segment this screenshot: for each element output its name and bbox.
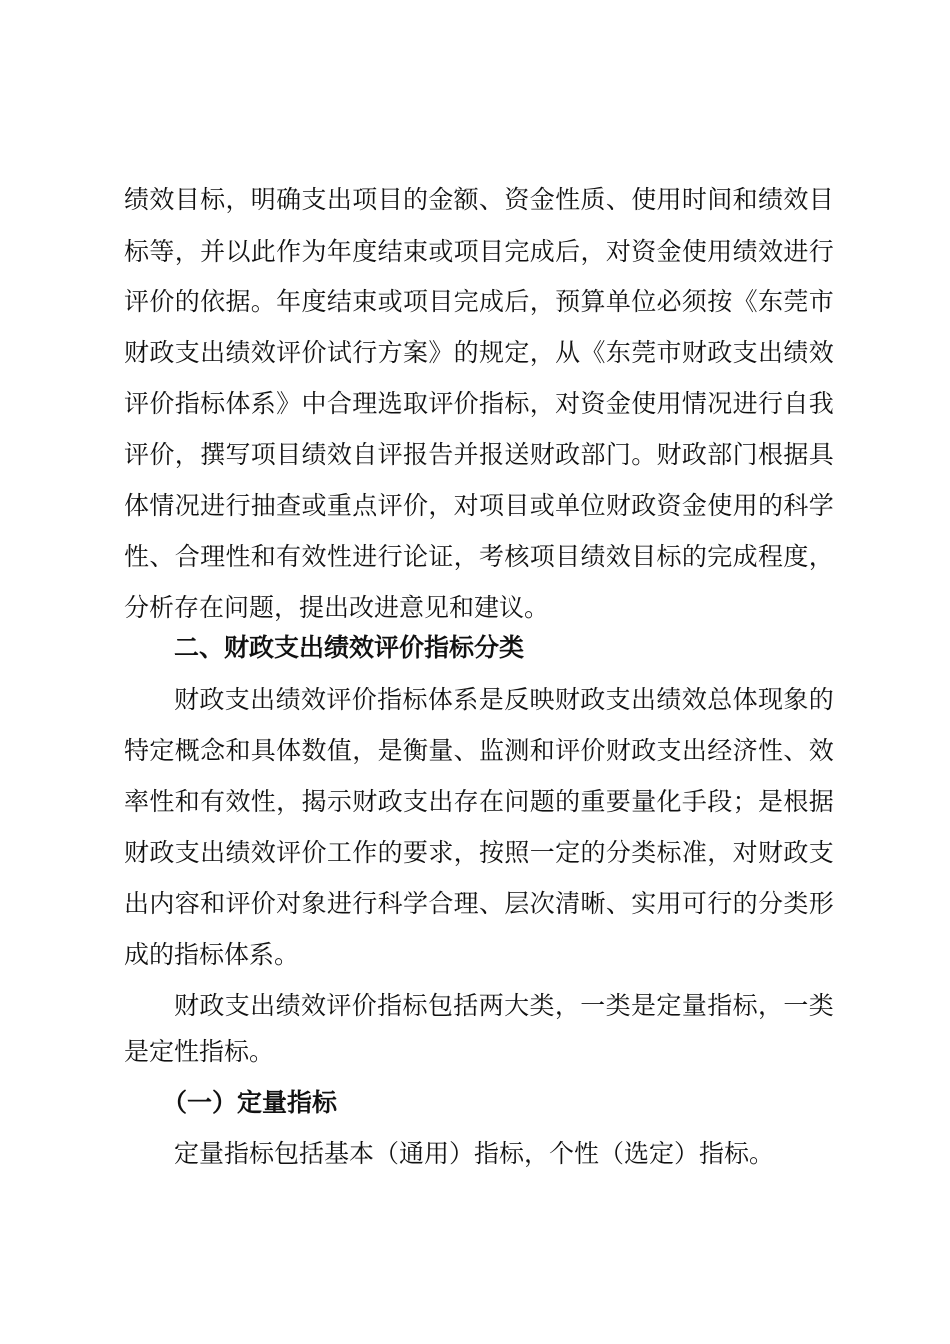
paragraph-line: 出 内 容 和 评 价 对 象 进 行 科 学 合 理 、 层 次 清 晰 、 实 用 可 行 的 分 类 形 (124, 889, 834, 918)
paragraph-line: 是定性指标。 (124, 1037, 275, 1066)
paragraph-line: 标 等 ， 并 以 此 作 为 年 度 结 束 或 项 目 完 成 后 ， 对 资 金 使 用 绩 效 进 行 (124, 237, 834, 266)
paragraph-line: 财 政 支 出 绩 效 评 价 试 行 方 案 》 的 规 定 ， 从 《 东 莞 市 财 政 支 出 绩 效 (124, 338, 834, 367)
paragraph-line: 财 政 支 出 绩 效 评 价 指 标 体 系 是 反 映 财 政 支 出 绩 效 总 体 现 象 的 (174, 685, 834, 714)
paragraph-line: 率 性 和 有 效 性 ， 揭 示 财 政 支 出 存 在 问 题 的 重 要 量 化 手 段 ； 是 根 据 (124, 787, 834, 816)
paragraph-line: 财 政 支 出 绩 效 评 价 工 作 的 要 求 ， 按 照 一 定 的 分 类 标 准 ， 对 财 政 支 (124, 838, 834, 867)
paragraph-line: 评 价 ， 撰 写 项 目 绩 效 自 评 报 告 并 报 送 财 政 部 门 。 财 政 部 门 根 据 具 (124, 440, 834, 469)
paragraph-line: 绩 效 目 标 ， 明 确 支 出 项 目 的 金 额 、 资 金 性 质 、 使 用 时 间 和 绩 效 目 (124, 185, 834, 214)
paragraph-line: 分析存在问题，提出改进意见和建议。 (124, 593, 550, 622)
paragraph-line: 评 价 指 标 体 系 》 中 合 理 选 取 评 价 指 标 ， 对 资 金 使 用 情 况 进 行 自 我 (124, 389, 834, 418)
paragraph-line: 特 定 概 念 和 具 体 数 值 ， 是 衡 量 、 监 测 和 评 价 财 政 支 出 经 济 性 、 效 (124, 736, 834, 765)
paragraph-line: 体 情 况 进 行 抽 查 或 重 点 评 价 ， 对 项 目 或 单 位 财 政 资 金 使 用 的 科 学 (124, 491, 834, 520)
paragraph-line: 定量指标包括基本（通用）指标，个性（选定）指标。 (174, 1139, 775, 1168)
paragraph-line: 性 、 合 理 性 和 有 效 性 进 行 论 证 ， 考 核 项 目 绩 效 目 标 的 完 成 程 度 ， (124, 542, 834, 571)
section-heading: 二、财政支出绩效评价指标分类 (174, 633, 525, 662)
paragraph-line: 财 政 支 出 绩 效 评 价 指 标 包 括 两 大 类 ， 一 类 是 定 量 指 标 ， 一 类 (174, 991, 834, 1020)
paragraph-line: 评 价 的 依 据 。 年 度 结 束 或 项 目 完 成 后 ， 预 算 单 位 必 须 按 《 东 莞 市 (124, 287, 834, 316)
subsection-heading: （一）定量指标 (162, 1088, 338, 1117)
paragraph-line: 成的指标体系。 (124, 940, 300, 969)
